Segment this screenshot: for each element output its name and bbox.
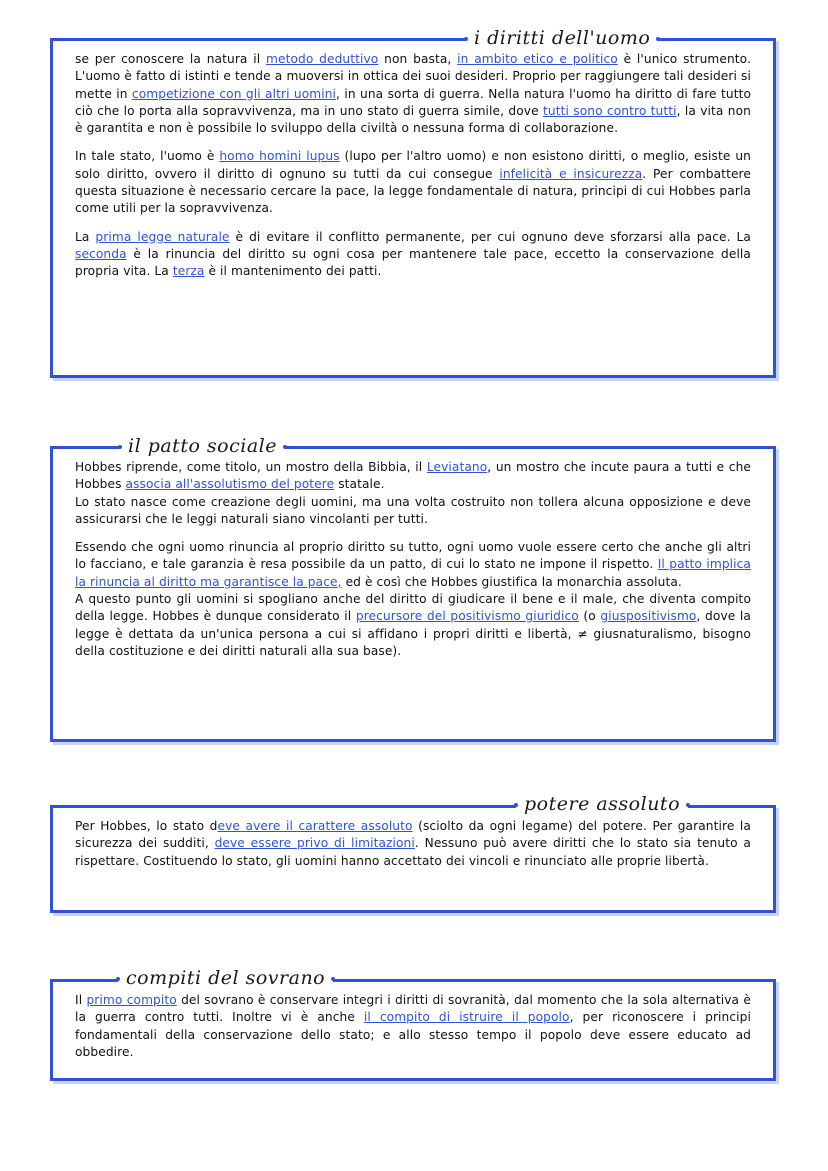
text-run: , per riconoscere i principi fondamentali della conservazione dello stato; e allo stesso tempo il popolo deve essere educato ad obbedire.	[75, 1010, 751, 1059]
highlighted-term: metodo deduttivo	[266, 52, 379, 66]
section-patto-sociale	[50, 446, 776, 742]
text-run: Hobbes riprende, come titolo, un mostro della Bibbia, il	[75, 460, 427, 474]
text-run: del sovrano è conservare integri i diritti di sovranità, dal momento che la sola alternativa è la guerra contro tutti. Inoltre vi è anche	[75, 993, 751, 1025]
highlighted-term: Leviatano	[426, 460, 488, 474]
paragraph	[75, 591, 751, 660]
text-run: , la vita non è garantita e non è possibile lo sviluppo della civiltà o nessuna forma di collaborazione.	[75, 103, 751, 136]
text-run: , dove la legge è dettata da un'unica persona a cui si affidano i propri diritti e libertà, ≠ giusnaturalismo, bisogno della costituzione e dei diritti naturali alla sua base).	[75, 609, 751, 658]
paragraph	[75, 148, 751, 217]
text-run: . Nessuno può avere diritti che lo stato sia tenuto a rispettare. Costituendo lo stato, gli uomini hanno accettato dei vincoli e rinunciato alle proprie libertà.	[75, 836, 751, 868]
text-run: A questo punto gli uomini si spogliano anche del diritto di giudicare il bene e il male, che diventa compito della legge. Hobbes è dunque considerato il	[75, 592, 751, 624]
section-diritti-uomo	[50, 38, 776, 378]
highlighted-term: eve avere il carattere assoluto	[217, 819, 413, 833]
highlighted-term: il compito di istruire il popolo	[363, 1010, 570, 1025]
highlighted-term: deve essere privo di limitazioni	[214, 836, 415, 851]
text-run: è di evitare il conflitto permanente, per cui ognuno deve sforzarsi alla pace. La	[229, 229, 751, 244]
text-run: è l'unico strumento. L'uomo è fatto di istinti e tende a muoversi in ottica dei suoi desideri. Proprio per raggiungere tali desideri si mette in	[75, 52, 751, 101]
text-run: , un mostro che incute paura a tutti e che Hobbes	[75, 460, 751, 492]
text-run: Per Hobbes, lo stato d	[75, 819, 218, 833]
highlighted-term: prima legge naturale	[95, 229, 230, 244]
text-run: se per conoscere la natura il	[75, 52, 266, 66]
text-run: (lupo per l'altro uomo) e non esistono diritti, o meglio, esiste un solo diritto, ovvero il diritto di ognuno su tutti da cui consegue	[75, 149, 751, 181]
text-run: ed è così che Hobbes giustifica la monarchia assoluta.	[341, 574, 682, 589]
text-run: è la rinuncia del diritto su ogni cosa per mantenere tale pace, eccetto la conservazione della propria vita. La	[75, 246, 751, 279]
section-title: i diritti dell'uomo	[466, 26, 658, 50]
highlighted-term: homo homini lupus	[219, 149, 340, 164]
paragraph	[75, 539, 751, 591]
highlighted-term: seconda	[75, 246, 127, 261]
highlighted-term: associa all'assolutismo del potere	[125, 477, 335, 492]
highlighted-term: primo compito	[86, 993, 177, 1007]
section-title: compiti del sovrano	[118, 966, 333, 990]
text-run: non basta,	[378, 52, 458, 66]
text-run: . Per combattere questa situazione è necessario cercare la pace, la legge fondamentale di natura, principi di cui Hobbes parla come utili per la sopravvivenza.	[75, 166, 751, 216]
paragraph	[75, 494, 751, 529]
paragraph	[75, 992, 751, 1061]
text-run: (sciolto da ogni legame) del potere. Per garantire la sicurezza dei sudditi,	[75, 819, 751, 851]
text-run: statale.	[334, 477, 385, 492]
highlighted-term: competizione con gli altri uomini	[131, 86, 337, 101]
highlighted-term: in ambito etico e politico	[457, 52, 618, 66]
paragraph	[75, 51, 751, 137]
highlighted-term: tutti sono contro tutti	[543, 103, 677, 118]
section-potere-assoluto	[50, 805, 776, 913]
section-title: il patto sociale	[120, 434, 285, 458]
highlighted-term: precursore del positivismo giuridico	[355, 609, 579, 624]
paragraph	[75, 459, 751, 494]
highlighted-term: giuspositivismo	[600, 609, 697, 624]
paragraph	[75, 818, 751, 870]
highlighted-term: infelicità e insicurezza	[499, 166, 643, 181]
text-run: In tale stato, l'uomo è	[75, 149, 220, 164]
text-run: Essendo che ogni uomo rinuncia al proprio diritto su tutto, ogni uomo vuole essere certo che anche gli altri lo facciano, e tale garanzia è resa possibile da un patto, di cui lo stato ne impone il rispetto.	[75, 540, 751, 572]
text-run: La	[75, 229, 96, 244]
section-title: potere assoluto	[516, 792, 688, 816]
text-run: (o	[578, 609, 601, 624]
text-run: , in una sorta di guerra. Nella natura l'uomo ha diritto di fare tutto ciò che lo porta alla sopravvivenza, ma in uno stato di guerra simile, dove	[75, 86, 752, 118]
section-compiti-sovrano	[50, 979, 776, 1081]
text-run: è il mantenimento dei patti.	[204, 264, 382, 279]
text-run: Lo stato nasce come creazione degli uomini, ma una volta costruito non tollera alcuna opposizione e deve assicurarsi che le leggi naturali siano vincolanti per tutti.	[75, 494, 751, 526]
text-run: Il	[75, 993, 87, 1007]
paragraph	[75, 229, 751, 281]
highlighted-term: Il patto implica la rinuncia al diritto ma garantisce la pace,	[75, 557, 752, 589]
highlighted-term: terza	[172, 264, 205, 279]
